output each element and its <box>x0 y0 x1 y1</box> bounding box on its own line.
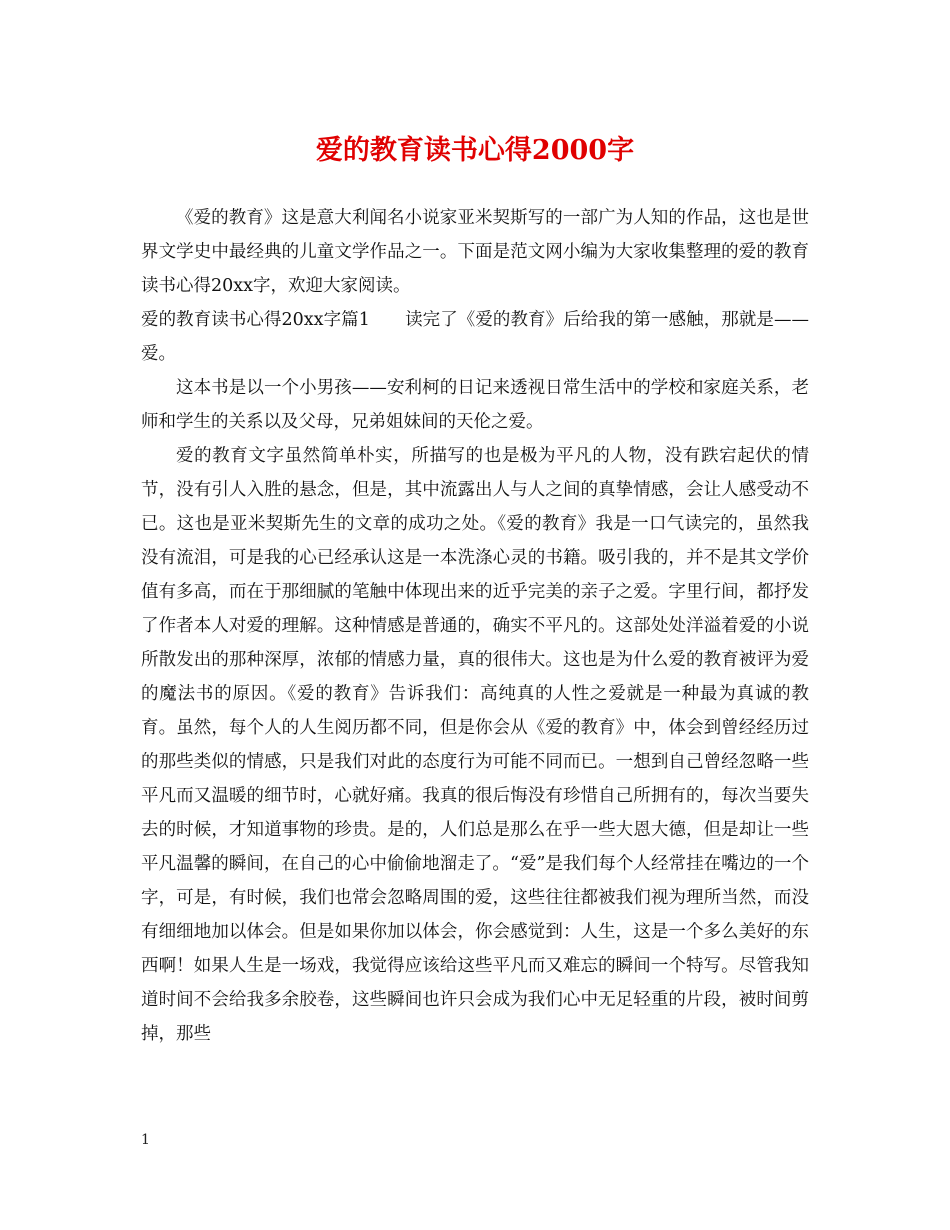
paragraph-summary: 这本书是以一个小男孩——安利柯的日记来透视日常生活中的学校和家庭关系，老师和学生的关系以及父母，兄弟姐妹间的天伦之爱。 <box>141 378 809 432</box>
paragraph-section-heading: 爱的教育读书心得20xx字篇1 读完了《爱的教育》后给我的第一感触，那就是——爱。 <box>141 310 809 364</box>
paragraph-intro: 《爱的教育》这是意大利闻名小说家亚米契斯写的一部广为人知的作品，这也是世界文学史中最经典的儿童文学作品之一。下面是范文网小编为大家收集整理的爱的教育读书心得20xx字，欢迎大家阅读。 <box>141 208 809 296</box>
page-title: 爱的教育读书心得2000字 <box>315 135 635 166</box>
page-number: 1 <box>141 1132 150 1148</box>
paragraph-main: 爱的教育文字虽然简单朴实，所描写的也是极为平凡的人物，没有跌宕起伏的情节，没有引人入胜的悬念，但是，其中流露出人与人之间的真挚情感，会让人感受动不已。这也是亚米契斯先生的文章的成功之处。《爱的教育》我是一口气读完的，虽然我没有流泪，可是我的心已经承认这是一本洗涤心灵的书籍。吸引我的，并不是其文学价值有多高，而在于那细腻的笔触中体现出来的近乎完美的亲子之爱。字里行间，都抒发了作者本人对爱的理解。这种情感是普通的，确实不平凡的。这部处处洋溢着爱的小说所散发出的那种深厚，浓郁的情感力量，真的很伟大。这也是为什么爱的教育被评为爱的魔法书的原因。《爱的教育》告诉我们：高纯真的人性之爱就是一种最为真诚的教育。虽然，每个人的人生阅历都不同，但是你会从《爱的教育》中，体会到曾经经历过的那些类似的情感，只是我们对此的态度行为可能不同而已。一想到自己曾经忽略一些平凡而又温暖的细节时，心就好痛。我真的很后悔没有珍惜自己所拥有的，每次当要失去的时候，才知道事物的珍贵。是的，人们总是那么在乎一些大恩大德，但是却让一些平凡温馨的瞬间，在自己的心中偷偷地溜走了。“爱”是我们每个人经常挂在嘴边的一个字，可是，有时候，我们也常会忽略周围的爱，这些往往都被我们视为理所当然，而没有细细地加以体会。但是如果你加以体会，你会感觉到：人生，这是一个多么美好的东西啊！如果人生是一场戏，我觉得应该给这些平凡而又难忘的瞬间一个特写。尽管我知道时间不会给我多余胶卷，这些瞬间也许只会成为我们心中无足轻重的片段，被时间剪掉，那些 <box>141 446 809 1044</box>
document-body <box>141 201 809 1051</box>
